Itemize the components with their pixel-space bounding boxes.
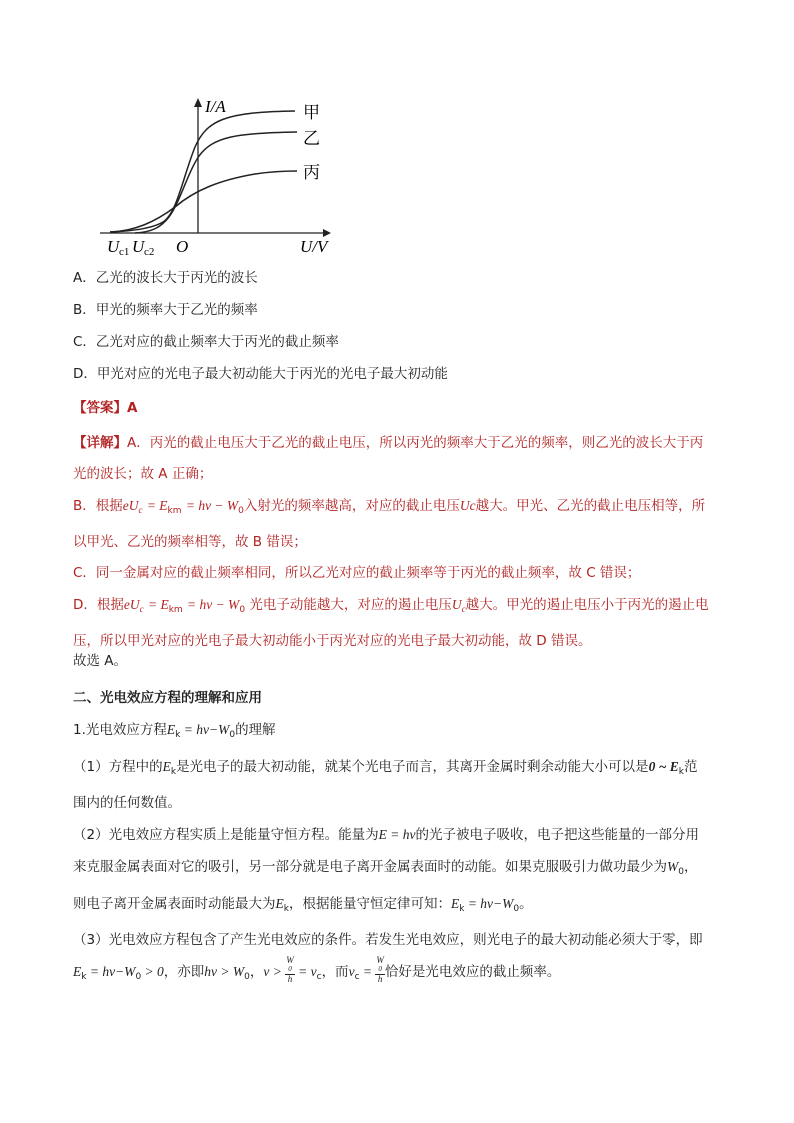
section-equation	[73, 683, 733, 993]
formula-hv-w-d: = hν − W	[186, 597, 240, 612]
curve-bing	[110, 171, 297, 232]
formula-w0-d-sub: 0	[239, 605, 246, 615]
answer-block	[73, 398, 733, 657]
p2-eq-zero: 0	[513, 904, 520, 914]
p2-line2: 来克服金属表面对它的吸引，另一部分就是电子离开金属表面时的动能。如果克服吸引力做功最少为$W_0$，	[73, 859, 698, 877]
p2-eq-e: E	[450, 896, 460, 911]
curve-label-yi: 乙	[303, 129, 320, 149]
section-title: 二、光电效应方程的理解和应用	[73, 690, 262, 706]
uc1-label: U	[107, 237, 120, 256]
p1-b: 是光电子的最大初动能，就某个光电子而言，其离开金属时剩余动能大小可以是	[176, 759, 649, 775]
p3-l2d: 恰好是光电效应的截止频率。	[384, 964, 561, 980]
formula-ekm-d: = E	[147, 597, 169, 612]
p2-line2a: 来克服金属表面对它的吸引，另一部分就是电子离开金属表面时的动能。如果克服吸引力做功最少为	[73, 859, 667, 875]
explain-d-text-end: 越大。甲光的遏止电压小于丙光的遏止电	[465, 597, 709, 613]
option-c: C．乙光对应的截止频率大于丙光的截止频率	[73, 334, 339, 350]
formula-euc: eU	[122, 498, 139, 513]
item1-suffix: 的理解	[235, 722, 276, 738]
p2-line3a: 则电子离开金属表面时动能最大为	[73, 896, 276, 912]
item1-heading	[73, 714, 733, 751]
y-axis-label: I/A	[205, 97, 226, 116]
explain-a-text: A．丙光的截止电压大于乙光的截止电压，所以丙光的频率大于乙光的频率，则乙光的波长大于丙	[127, 435, 704, 451]
explain-d-prefix: D．根据	[73, 597, 124, 613]
p3-line2: $E_k = h\nu-W_0 > 0$，亦即$h\nu > W_0$，ν > W 0 h = $\nu_c$，而$\nu_c$ = W 0 h 恰好是光电效应的截止频率。	[73, 955, 561, 984]
conclusion: 故选 A。	[73, 653, 128, 669]
x-axis-arrow	[323, 229, 331, 237]
p1-line1	[73, 751, 733, 788]
explain-b-text: 入射光的频率越高，对应的截止电压	[243, 498, 460, 514]
uc2-subscript: c2	[144, 246, 155, 258]
explain-b-line1	[73, 490, 733, 527]
curve-label-jia: 甲	[303, 103, 320, 123]
p2-line3	[73, 888, 733, 925]
iu-graph	[95, 92, 355, 262]
option-d: D．甲光对应的光电子最大初动能大于丙光的光电子最大初动能	[73, 366, 448, 382]
item1-e: E	[166, 722, 176, 737]
p3-l2a: ，亦即	[163, 964, 205, 980]
p2-w-sub: 0	[678, 867, 684, 877]
p1-range: 0 ~ E	[648, 759, 679, 774]
options-list	[73, 270, 733, 383]
explain-b-prefix: B．根据	[73, 498, 123, 514]
detail-label: 【详解】	[73, 435, 127, 451]
uc2-label: U	[132, 237, 145, 256]
explain-a-line1	[73, 428, 733, 459]
p3-l2b: ，	[249, 964, 264, 980]
p2-eq: E = hν	[378, 827, 416, 842]
explain-d-uc-sub: c	[461, 604, 466, 614]
p3-l2c: ，而	[321, 964, 349, 980]
p2-ek-e: E	[275, 896, 284, 911]
formula-hv-w: = hν − W	[185, 498, 239, 513]
explain-d-uc: U	[451, 597, 462, 612]
formula-ekm: = E	[146, 498, 168, 513]
formula-ekm-sub: km	[167, 506, 182, 516]
formula-euc-d-sub: c	[139, 604, 144, 614]
p2-eq-rest: = hν−W	[464, 896, 514, 911]
formula-ekm-d-sub: km	[168, 605, 183, 615]
option-a: A．乙光的波长大于丙光的波长	[73, 270, 258, 286]
uc1-subscript: c1	[119, 246, 130, 258]
formula-euc-d: eU	[123, 597, 140, 612]
answer-label: 【答案】A	[73, 400, 138, 416]
x-axis-label: U/V	[300, 237, 328, 256]
p2-eq-k: k	[459, 904, 465, 914]
item1-k: k	[175, 730, 181, 740]
explain-b-text-end: 越大。甲光、乙光的截止电压相等，所	[475, 498, 706, 514]
p1-a: （1）方程中的	[73, 759, 163, 775]
p2-b: 的光子被电子吸收，电子把这些能量的一部分用	[415, 827, 699, 843]
p1-e: E	[162, 759, 171, 774]
p1-k: k	[170, 767, 177, 777]
curve-label-bing: 丙	[303, 163, 320, 183]
option-b: B．甲光的频率大于乙光的频率	[73, 302, 258, 318]
p2-ek-k: k	[283, 904, 289, 914]
p2-line3b: ，根据能量守恒定律可知：	[288, 896, 451, 912]
explain-d-text: 光电子动能越大，对应的遏止电压	[249, 597, 452, 613]
explain-d-line2: 压，所以甲光对应的光电子最大初动能小于丙光对应的光电子最大初动能，故 D 错误。	[73, 633, 592, 649]
y-axis-arrow	[194, 98, 202, 107]
item1-rest: = hν−W	[180, 722, 230, 737]
curve-jia	[110, 111, 295, 232]
item1-prefix: 1.光电效应方程	[73, 722, 167, 738]
p1-c: 范	[683, 759, 698, 775]
formula-euc-sub: c	[138, 505, 143, 515]
explain-d-line1	[73, 589, 733, 626]
p2-line3c: 。	[519, 896, 533, 912]
p2-line1	[73, 819, 733, 851]
p2-w: W	[667, 859, 679, 874]
formula-w0-sub: 0	[238, 506, 244, 516]
explain-b-uc: Uc	[459, 498, 476, 513]
iu-graph-svg	[95, 92, 355, 262]
origin-label: O	[176, 237, 189, 256]
p1-range-k: k	[678, 767, 684, 777]
explain-a-line2: 光的波长；故 A 正确；	[73, 466, 213, 482]
item1-zero: 0	[229, 730, 236, 740]
explain-b-line2: 以甲光、乙光的频率相等，故 B 错误；	[73, 534, 307, 550]
p3-line1: （3）光电效应方程包含了产生光电效应的条件。若发生光电效应，则光电子的最大初动能必须大于零，即	[73, 932, 703, 948]
p2-a: （2）光电效应方程实质上是能量守恒方程。能量为	[73, 827, 379, 843]
p1-line2: 围内的任何数值。	[73, 795, 181, 811]
explain-c: C．同一金属对应的截止频率相同，所以乙光对应的截止频率等于丙光的截止频率，故 C 错误；	[73, 565, 641, 581]
